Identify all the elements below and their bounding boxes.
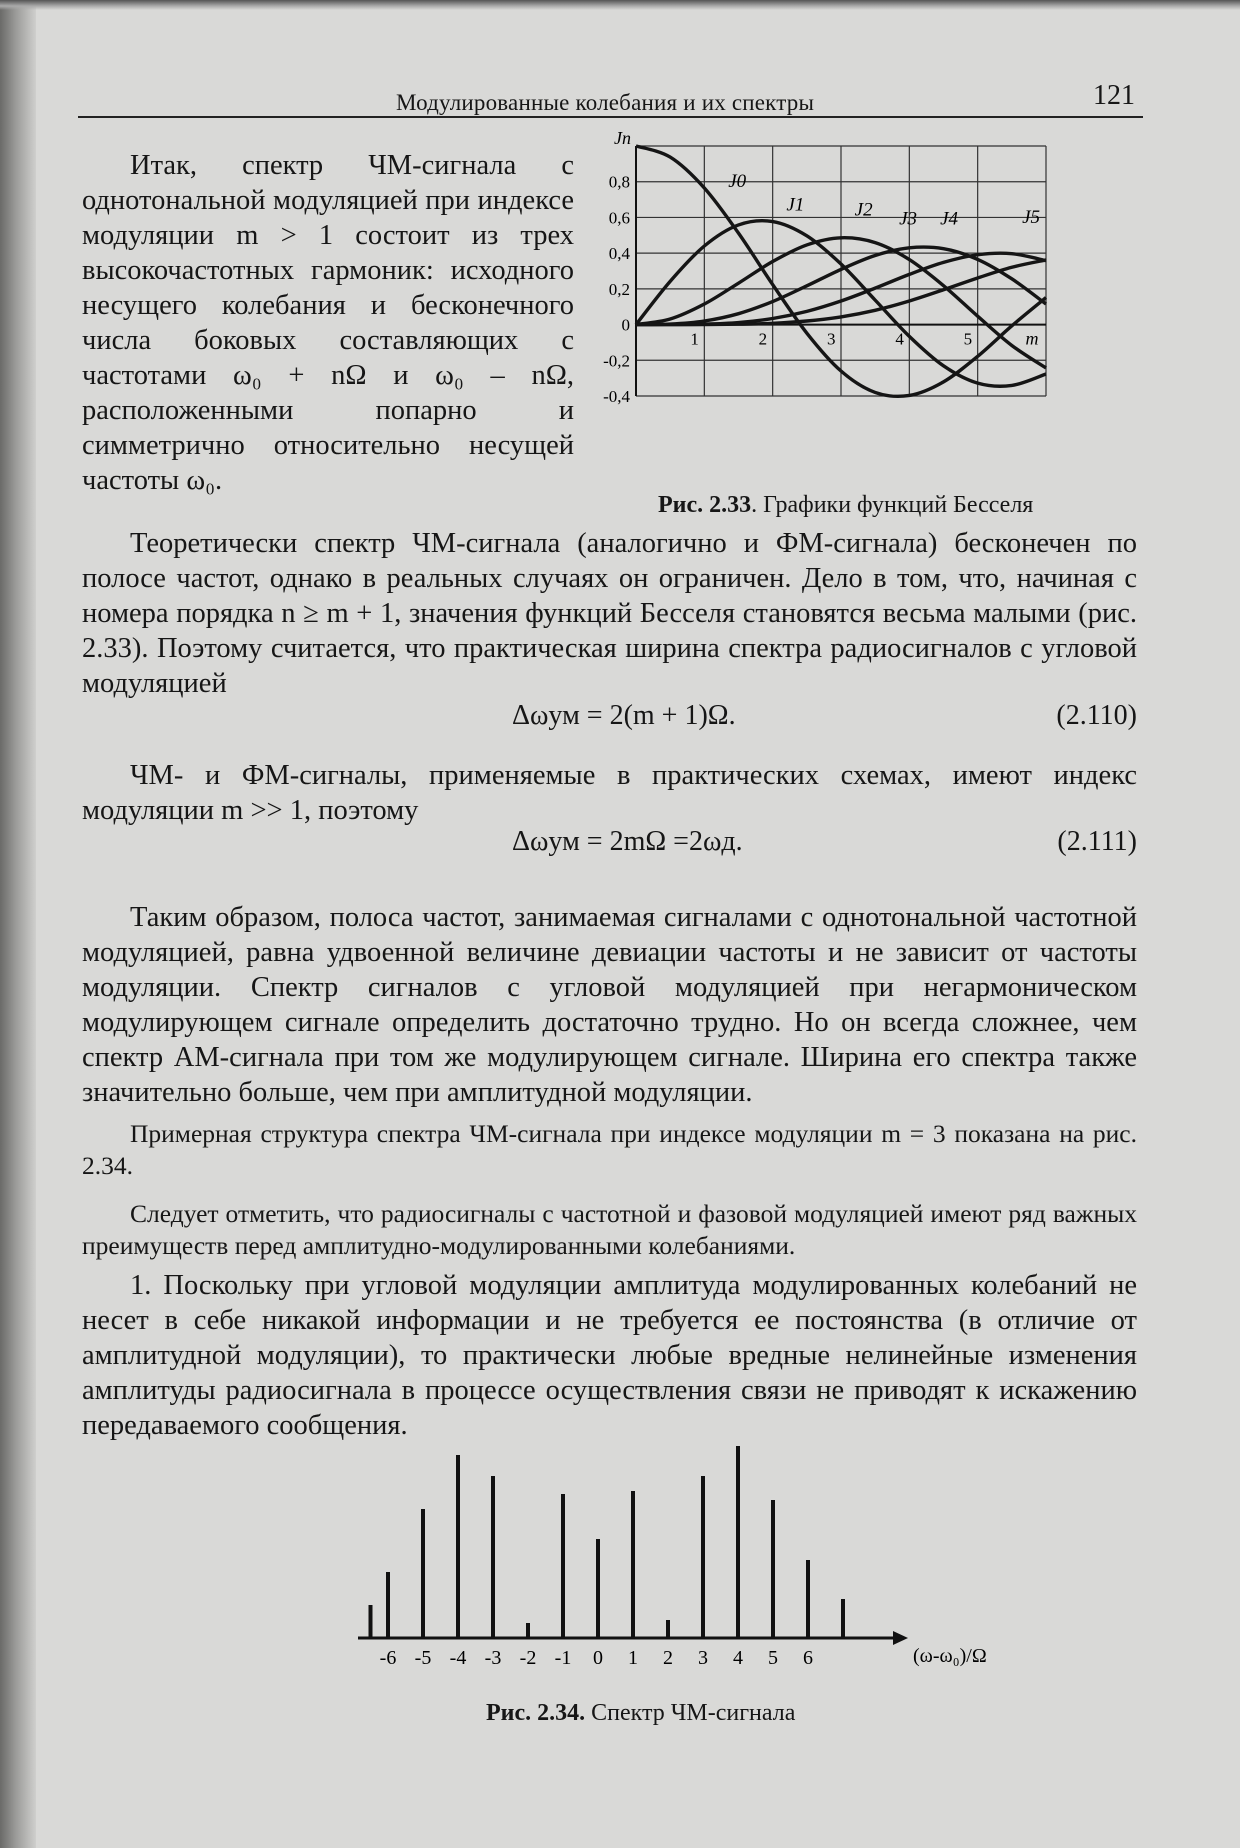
header-rule xyxy=(78,116,1143,118)
formula-2-110-expression: Δωум = 2(m + 1)Ω. xyxy=(512,700,736,731)
book-page xyxy=(78,10,1178,1840)
x-tick-label: 5 xyxy=(963,329,973,349)
series-label-j0: J0 xyxy=(728,171,747,193)
spectrum-tick-label: 5 xyxy=(768,1647,778,1669)
series-label-j1: J1 xyxy=(786,194,805,216)
formula-2-111 xyxy=(82,826,1137,866)
bessel-labels xyxy=(603,128,1040,406)
series-label-j5: J5 xyxy=(1022,206,1041,228)
intro-column xyxy=(82,148,574,498)
spectrum-tick-label: -1 xyxy=(554,1647,572,1669)
figure-2-34-title: Спектр ЧМ-сигнала xyxy=(585,1700,796,1726)
paragraph-5: Следует отметить, что радиосигналы с частотной и фазовой модуляцией имеют ряд важных преимуществ перед амплитудно-модулированными колебаниями. xyxy=(82,1199,1137,1260)
paragraph-6: 1. Поскольку при угловой модуляции амплитуда модулированных колебаний не несет в себе никакой информации и не требуется ее постоянства (в отличие от амплитудной модуляции), то практически любые вредные нелинейные изменения амплитуды радиосигнала в процессе осуществления связи не приводят к искажению передаваемого сообщения. xyxy=(82,1270,1137,1441)
spectrum-tick-label: -6 xyxy=(379,1647,397,1669)
x-tick-label: 2 xyxy=(758,329,768,349)
spectrum-tick-labels xyxy=(380,1645,987,1669)
intro-paragraph: Итак, спектр ЧМ-сигнала с однотональной модуляцией при индексе модуляции m > 1 состоит из трех высокочастотных гармоник: исходного несущего колебания и бесконечного числа боковых составляющих с частотами ω₀ + nΩ и ω₀ – nΩ, расположенными попарно и симметрично относительно несущей частоты ω₀. xyxy=(82,150,574,496)
y-tick-label: -0,4 xyxy=(603,387,630,406)
spectrum-tick-label: 2 xyxy=(663,1647,673,1669)
x-axis-label: m xyxy=(1025,328,1039,349)
spectrum-tick-label: -5 xyxy=(414,1647,432,1669)
scan-shadow-edge xyxy=(0,0,36,1848)
paragraph-1: Теоретически спектр ЧМ-сигнала (аналогично и ФМ-сигнала) бесконечен по полосе частот, однако в реальных случаях он ограничен. Дело в том, что, начиная с номера порядка n ≥ m + 1, значения функций Бесселя становятся весьма малыми (рис. 2.33). Поэтому считается, что практическая ширина спектра радиосигналов с угловой модуляцией xyxy=(82,528,1137,699)
y-axis-label: Jn xyxy=(614,128,631,148)
page-number: 121 xyxy=(1093,80,1135,111)
spectrum-tick-label: 3 xyxy=(698,1647,708,1669)
spectrum-tick-label: -4 xyxy=(449,1647,467,1669)
y-tick-label: 0,8 xyxy=(608,172,630,192)
paragraph-block-3 xyxy=(82,900,1137,1110)
formula-2-111-number: (2.111) xyxy=(1057,826,1137,857)
paragraph-block-1 xyxy=(82,526,1137,701)
y-tick-label: 0 xyxy=(621,315,630,335)
series-label-j2: J2 xyxy=(854,199,873,221)
figure-2-33-label: Рис. 2.33 xyxy=(658,492,752,518)
figure-2-34-caption xyxy=(486,1700,795,1727)
paragraph-block-6 xyxy=(82,1268,1137,1443)
paragraph-2: ЧМ- и ФМ-сигналы, применяемые в практических схемах, имеют индекс модуляции m >> 1, поэтому xyxy=(82,760,1137,826)
figure-2-33-title: . Графики функций Бесселя xyxy=(751,492,1034,518)
y-tick-label: 0,6 xyxy=(608,208,630,228)
paragraph-4: Примерная структура спектра ЧМ-сигнала при индексе модуляции m = 3 показана на рис. 2.34. xyxy=(82,1119,1137,1180)
bessel-chart xyxy=(603,128,1106,538)
spectrum-tick-label: -2 xyxy=(519,1647,537,1669)
y-tick-label: 0,2 xyxy=(608,279,630,299)
y-tick-label: -0,2 xyxy=(603,351,630,371)
spectrum-tick-label: 4 xyxy=(733,1647,743,1669)
spectrum-tick-label: 0 xyxy=(593,1647,603,1669)
x-tick-label: 1 xyxy=(690,329,699,349)
fm-spectrum-chart xyxy=(348,1430,1068,1670)
series-label-j3: J3 xyxy=(899,208,918,230)
formula-2-110 xyxy=(82,700,1137,740)
spectrum-tick-label: -3 xyxy=(484,1647,502,1669)
formula-2-111-expression: Δωум = 2mΩ =2ωд. xyxy=(512,826,743,857)
y-tick-label: 0,4 xyxy=(608,244,630,264)
spectrum-tick-label: 6 xyxy=(803,1647,813,1669)
figure-2-34-label: Рис. 2.34. xyxy=(486,1700,586,1726)
spectrum-lines xyxy=(371,1446,844,1638)
series-label-j4: J4 xyxy=(940,208,959,230)
spectrum-tick-label: 1 xyxy=(628,1647,638,1669)
paragraph-block-2 xyxy=(82,758,1137,828)
spectrum-axis-label: (ω-ω₀)/Ω xyxy=(913,1645,987,1667)
paragraph-3: Таким образом, полоса частот, занимаемая сигналами с однотональной частотной модуляцией, равна удвоенной величине девиации частоты и не зависит от частоты модуляции. Спектр сигналов с угловой модуляцией при негармоническом модулирующем сигнале определить достаточно трудно. Но он всегда сложнее, чем спектр АМ-сигнала при том же модулирующем сигнале. Ширина его спектра также значительно больше, чем при амплитудной модуляции. xyxy=(82,902,1137,1108)
scan-top-edge xyxy=(0,0,1240,10)
x-tick-label: 3 xyxy=(827,329,836,349)
figure-2-33-caption xyxy=(658,492,1033,519)
axis-arrow-icon xyxy=(893,1631,908,1645)
running-title: Модулированные колебания и их спектры xyxy=(396,90,815,115)
paragraph-block-5 xyxy=(82,1198,1137,1262)
paragraph-block-4 xyxy=(82,1118,1137,1182)
formula-2-110-number: (2.110) xyxy=(1056,700,1137,731)
x-tick-label: 4 xyxy=(895,329,904,349)
running-head xyxy=(78,70,1143,118)
